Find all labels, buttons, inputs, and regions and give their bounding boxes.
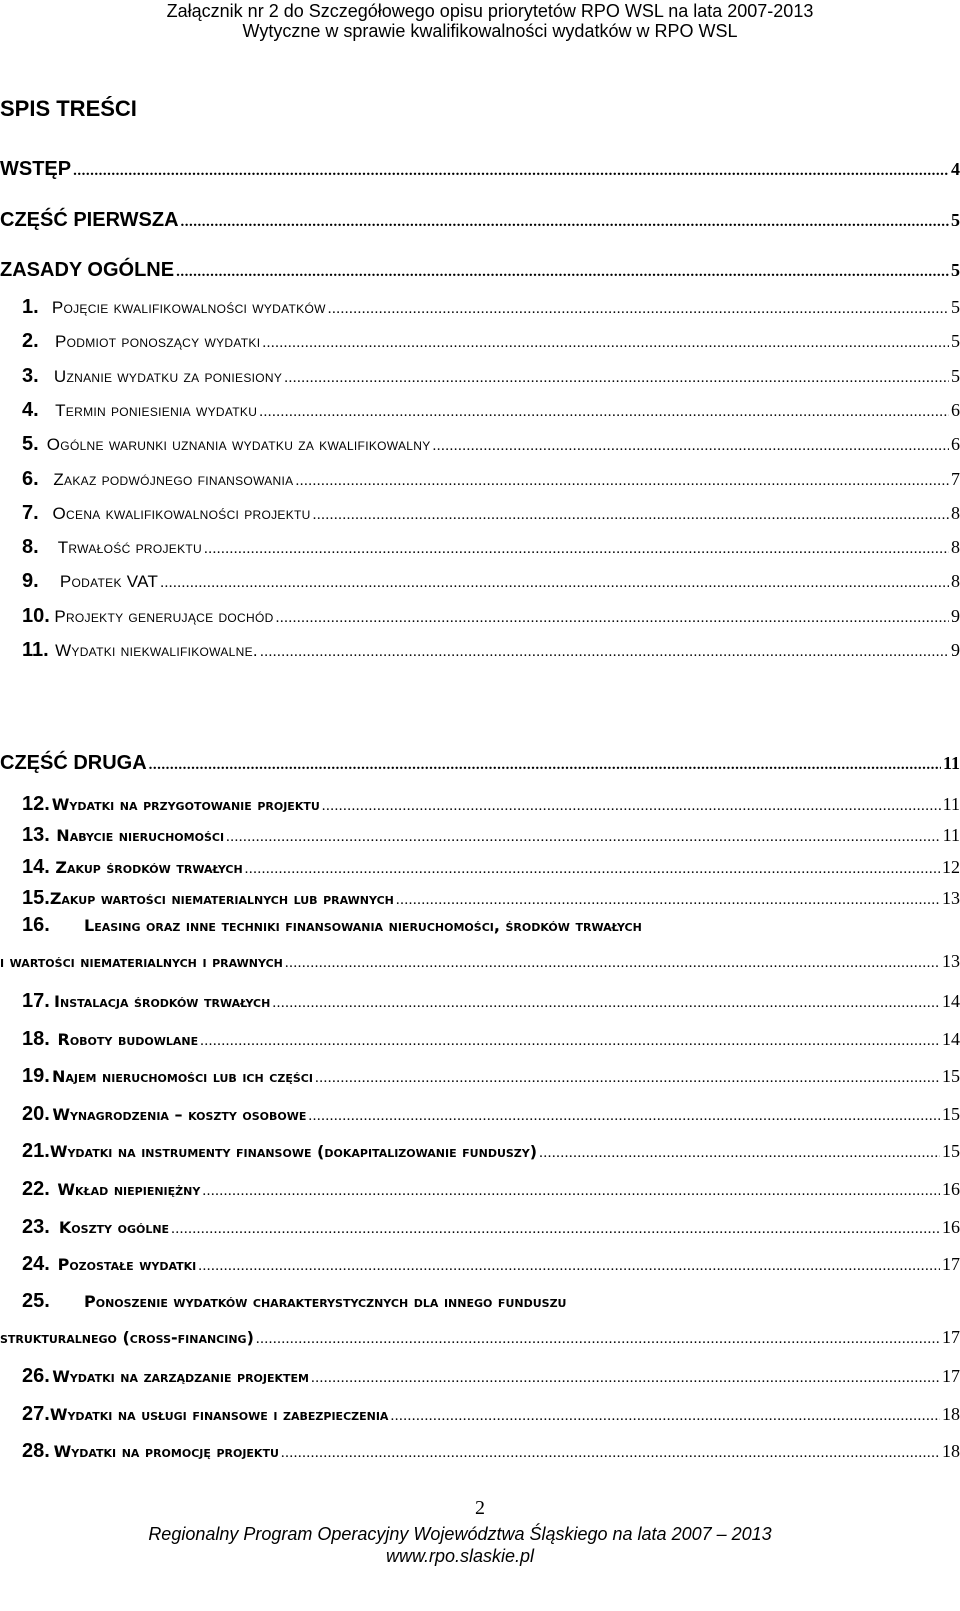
toc-page-number: 17 — [942, 1254, 960, 1275]
toc-entry-text: Zakaz podwójnego finansowania — [53, 469, 294, 489]
toc-page-number: 16 — [942, 1179, 960, 1199]
toc-entry-14[interactable] — [0, 856, 960, 879]
toc-leader-dots — [198, 1258, 940, 1275]
toc-entry-text: Pojęcie kwalifikowalności wydatków — [51, 298, 326, 317]
toc-entry-text: Wydatki na usługi finansowe i zabezpieczenia — [49, 1404, 389, 1424]
toc-entry-czesc-druga[interactable] — [0, 752, 960, 775]
toc-entry-19[interactable] — [0, 1065, 960, 1088]
toc-page-number: 6 — [951, 399, 960, 420]
toc-entry-text: Roboty budowlane — [57, 1029, 199, 1049]
toc-entry-text: Instalacja środków trwałych — [54, 992, 271, 1011]
toc-leader-dots — [315, 1070, 940, 1087]
toc-entry-text: CZĘŚĆ PIERWSZA — [0, 209, 179, 231]
toc-page-number: 5 — [951, 365, 960, 386]
toc-page-number: 17 — [942, 1366, 960, 1386]
toc-page-number: 14 — [942, 1028, 960, 1049]
toc-page-number: 13 — [942, 887, 960, 908]
toc-leader-dots — [202, 1183, 940, 1200]
toc-leader-dots — [433, 438, 950, 455]
toc-entry-text: ZASADY OGÓLNE — [0, 259, 175, 281]
toc-leader-dots — [295, 473, 949, 490]
toc-leader-dots — [73, 163, 949, 180]
toc-page-number: 8 — [951, 502, 960, 523]
toc-leader-dots — [200, 1033, 940, 1050]
toc-entry-text: Trwałość projektu — [57, 538, 202, 558]
toc-entry-27[interactable] — [0, 1403, 960, 1426]
toc-leader-dots — [256, 1331, 940, 1348]
page-title: SPIS TREŚCI — [0, 96, 137, 121]
toc-page-number: 7 — [951, 468, 960, 489]
toc-leader-dots — [171, 1221, 940, 1238]
toc-entry-number: 18. — [22, 1027, 50, 1050]
toc-entry-number: 20. — [22, 1102, 50, 1125]
toc-page-number: 18 — [942, 1441, 960, 1461]
toc-leader-dots — [260, 644, 949, 661]
toc-entry-number: 15. — [22, 886, 50, 909]
toc-entry-text: Uznanie wydatku za poniesiony — [53, 366, 283, 386]
toc-leader-dots — [285, 955, 940, 972]
toc-leader-dots — [181, 214, 949, 231]
toc-entry-number: 8. — [22, 536, 39, 559]
toc-page-number: 13 — [942, 951, 960, 971]
toc-entry-number: 9. — [22, 570, 39, 593]
toc-entry-text: strukturalnego (cross-financing) — [0, 1328, 254, 1347]
toc-entry-8[interactable] — [0, 536, 960, 559]
toc-page-number: 5 — [951, 331, 960, 352]
toc-entry-number: 22. — [22, 1178, 50, 1200]
toc-entry-2[interactable] — [0, 330, 960, 353]
toc-entry-number: 27. — [22, 1402, 50, 1425]
toc-entry-wstep[interactable] — [0, 158, 960, 181]
toc-page-number: 15 — [942, 1103, 960, 1124]
toc-leader-dots — [149, 757, 941, 774]
toc-page-number: 11 — [942, 753, 960, 773]
toc-entry-21[interactable] — [0, 1140, 960, 1163]
toc-leader-dots — [322, 798, 941, 815]
toc-entry-zasady-ogolne[interactable] — [0, 259, 960, 282]
toc-entry-number: 5. — [22, 433, 39, 456]
toc-entry-text: Zakup środków trwałych — [55, 857, 243, 877]
toc-entry-number: 24. — [22, 1253, 50, 1276]
toc-entry-number: 14. — [22, 855, 50, 878]
toc-entry-3[interactable] — [0, 365, 960, 388]
toc-entry-22[interactable] — [0, 1178, 960, 1201]
toc-entry-text: Wynagrodzenia – koszty osobowe — [52, 1104, 307, 1124]
toc-leader-dots — [313, 507, 949, 524]
toc-page-number: 11 — [942, 794, 960, 814]
toc-page-number: 12 — [942, 856, 960, 877]
toc-leader-dots — [284, 370, 949, 387]
toc-entry-number: 17. — [22, 990, 50, 1012]
toc-entry-23[interactable] — [0, 1216, 960, 1239]
footer-url: www.rpo.slaskie.pl — [385, 1546, 535, 1566]
toc-leader-dots — [390, 1408, 940, 1425]
toc-entry-number: 28. — [22, 1440, 50, 1462]
toc-entry-number: 25. — [22, 1290, 50, 1312]
header-line-2: Wytyczne w sprawie kwalifikowalności wydatków w RPO WSL — [242, 21, 738, 41]
toc-leader-dots — [308, 1108, 940, 1125]
toc-entry-text: Ocena kwalifikowalności projektu — [52, 503, 311, 523]
toc-entry-20[interactable] — [0, 1103, 960, 1126]
toc-leader-dots — [204, 541, 949, 558]
toc-page-number: 6 — [951, 434, 960, 455]
toc-page-number: 9 — [951, 640, 960, 660]
toc-entry-number: 1. — [22, 296, 39, 318]
toc-entry-12[interactable] — [0, 793, 960, 816]
toc-entry-9[interactable] — [0, 570, 960, 593]
toc-entry-text: Wkład niepieniężny — [57, 1180, 201, 1199]
toc-entry-text: Wydatki na instrumenty finansowe (dokapitalizowanie funduszy) — [49, 1142, 538, 1162]
toc-entry-number: 19. — [22, 1065, 50, 1088]
toc-entry-number: 26. — [22, 1365, 50, 1387]
toc-entry-16[interactable] — [0, 914, 960, 937]
toc-entry-number: 3. — [22, 364, 39, 387]
toc-entry-text: Wydatki na przygotowanie projektu — [51, 795, 320, 814]
toc-entry-26[interactable] — [0, 1365, 960, 1388]
toc-entry-number: 6. — [22, 467, 39, 490]
toc-entry-number: 13. — [22, 824, 50, 847]
toc-entry-6[interactable] — [0, 468, 960, 491]
toc-entry-17[interactable] — [0, 990, 960, 1013]
toc-entry-number: 23. — [22, 1215, 50, 1238]
toc-page-number: 17 — [942, 1327, 960, 1347]
toc-entry-text: Podmiot ponoszący wydatki — [54, 332, 261, 352]
toc-entry-text: Ogólne warunki uznania wydatku za kwalifikowalny — [46, 435, 431, 455]
toc-entry-number: 16. — [22, 914, 50, 936]
toc-entry-7[interactable] — [0, 502, 960, 525]
toc-entry-28[interactable] — [0, 1440, 960, 1463]
toc-entry-number: 7. — [22, 501, 39, 524]
toc-entry-number: 21. — [22, 1140, 50, 1163]
footer-line-1: Regionalny Program Operacyjny Województwa Śląskiego na lata 2007 – 2013 — [148, 1524, 772, 1544]
toc-entry-text: Pozostałe wydatki — [57, 1255, 197, 1275]
toc-entry-5[interactable] — [0, 433, 960, 456]
toc-entry-18[interactable] — [0, 1028, 960, 1051]
toc-page-number: 9 — [951, 605, 960, 626]
toc-entry-13[interactable] — [0, 824, 960, 847]
toc-leader-dots — [311, 1370, 940, 1387]
toc-entry-number: 2. — [22, 330, 39, 353]
toc-entry-text: CZĘŚĆ DRUGA — [0, 752, 147, 774]
toc-entry-number: 10. — [22, 604, 50, 627]
toc-entry-text: Ponoszenie wydatków charakterystycznych dla innego funduszu — [84, 1292, 567, 1311]
toc-entry-text: Leasing oraz inne techniki finansowania nieruchomości, środków trwałych — [84, 916, 642, 935]
toc-entry-15[interactable] — [0, 887, 960, 910]
toc-entry-25[interactable] — [0, 1290, 960, 1313]
toc-entry-text: Koszty ogólne — [58, 1217, 170, 1237]
toc-entry-10[interactable] — [0, 605, 960, 628]
toc-leader-dots — [262, 335, 949, 352]
toc-entry-1[interactable] — [0, 296, 960, 319]
toc-page-number: 4 — [951, 159, 960, 179]
toc-entry-number: 12. — [22, 793, 50, 815]
toc-entry-text: Najem nieruchomości lub ich części — [52, 1067, 313, 1087]
toc-leader-dots — [176, 264, 949, 281]
toc-leader-dots — [259, 404, 949, 421]
toc-page-number: 18 — [942, 1403, 960, 1424]
toc-entry-number: 4. — [22, 398, 39, 421]
toc-entry-number: 11. — [22, 639, 49, 661]
toc-entry-text: Podatek VAT — [59, 572, 159, 592]
toc-page-number: 11 — [942, 825, 960, 846]
toc-page-number: 5 — [951, 260, 960, 280]
toc-leader-dots — [281, 1445, 940, 1462]
toc-leader-dots — [276, 610, 949, 627]
toc-entry-25-cont[interactable] — [0, 1327, 960, 1348]
toc-leader-dots — [160, 575, 949, 592]
toc-page-number: 8 — [951, 571, 960, 592]
toc-leader-dots — [245, 861, 940, 878]
toc-entry-text: i wartości niematerialnych i prawnych — [0, 952, 283, 971]
toc-page-number: 5 — [951, 297, 960, 317]
toc-leader-dots — [539, 1145, 940, 1162]
toc-entry-czesc-pierwsza[interactable] — [0, 209, 960, 232]
toc-entry-text: Wydatki niekwalifikowalne. — [55, 641, 258, 660]
toc-page-number: 5 — [951, 210, 960, 230]
toc-entry-24[interactable] — [0, 1253, 960, 1276]
toc-leader-dots — [226, 829, 941, 846]
toc-leader-dots — [272, 995, 940, 1012]
toc-entry-11[interactable] — [0, 639, 960, 662]
page-number: 2 — [475, 1497, 485, 1519]
toc-entry-text: Wydatki na promocję projektu — [53, 1442, 279, 1461]
toc-page-number: 14 — [942, 991, 960, 1011]
toc-entry-text: Termin poniesienia wydatku — [55, 400, 258, 420]
toc-entry-text: Wydatki na zarządzanie projektem — [52, 1367, 310, 1386]
toc-leader-dots — [396, 892, 940, 909]
toc-page-number: 8 — [951, 537, 960, 558]
header-line-1: Załącznik nr 2 do Szczegółowego opisu priorytetów RPO WSL na lata 2007-2013 — [166, 1, 814, 21]
toc-leader-dots — [328, 301, 949, 318]
toc-page-number: 15 — [942, 1141, 960, 1162]
toc-entry-text: WSTĘP — [0, 158, 72, 180]
toc-page-number: 15 — [942, 1066, 960, 1087]
toc-entry-text: Zakup wartości niematerialnych lub prawnych — [49, 888, 394, 908]
toc-entry-4[interactable] — [0, 399, 960, 422]
toc-entry-16-cont[interactable] — [0, 951, 960, 972]
toc-entry-text: Nabycie nieruchomości — [56, 826, 225, 846]
toc-page-number: 16 — [942, 1216, 960, 1237]
toc-entry-text: Projekty generujące dochód — [54, 606, 274, 626]
